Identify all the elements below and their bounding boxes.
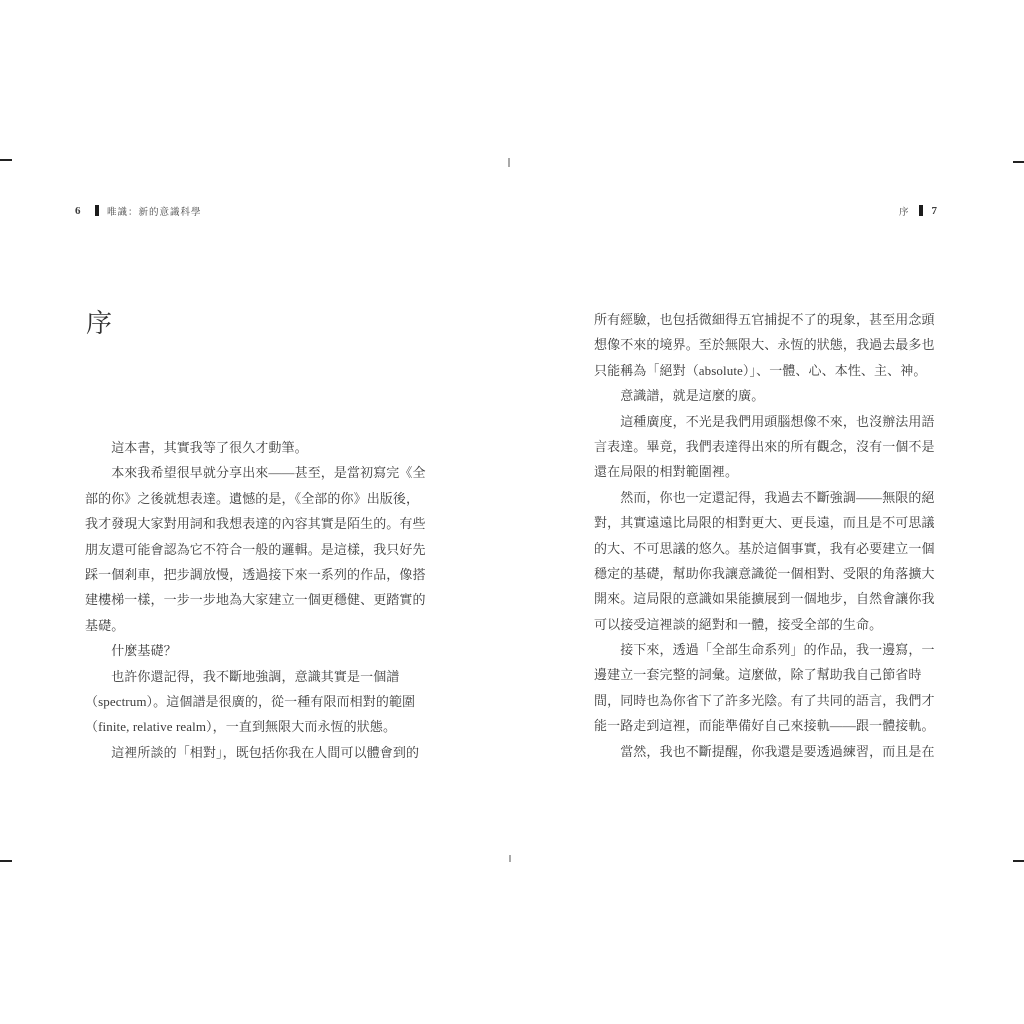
right-running-title: 序 [899, 207, 910, 218]
crop-mark-top-left [0, 159, 12, 161]
right-page-body [594, 307, 946, 764]
body-line: 想像不來的境界。至於無限大、永恆的狀態，我過去最多也 [594, 337, 935, 353]
body-line: 的大、不可思議的悠久。基於這個事實，我有必要建立一個 [594, 540, 935, 556]
body-line: 建樓梯一樣，一步一步地為大家建立一個更穩健、更踏實的 [85, 592, 426, 608]
body-line: 也許你還記得，我不斷地強調，意識其實是一個譜 [85, 668, 400, 684]
right-page-number: 7 [931, 204, 938, 217]
body-line: 踩一個剎車，把步調放慢，透過接下來一系列的作品，像搭 [85, 566, 426, 582]
body-line: 穩定的基礎，幫助你我讓意識從一個相對、受限的角落擴大 [594, 565, 935, 581]
body-line: 所有經驗，也包括微細得五官捕捉不了的現象，甚至用念頭 [594, 312, 935, 327]
body-line: 對，其實遠遠比局限的相對更大、更長遠，而且是不可思議 [594, 515, 935, 531]
body-line: 意識譜，就是這麼的廣。 [594, 388, 765, 404]
body-line: 朋友還可能會認為它不符合一般的邏輯。是這樣，我只好先 [85, 541, 426, 557]
body-line: 開來。這局限的意識如果能擴展到一個地步，自然會讓你我 [594, 591, 935, 607]
chapter-title: 序 [86, 309, 115, 338]
body-line: 本來我希望很早就分享出來——甚至，是當初寫完《全 [85, 465, 426, 481]
body-line: 還在局限的相對範圍裡。 [594, 464, 739, 480]
body-line: 這種廣度，不光是我們用頭腦想像不來，也沒辦法用語 [594, 413, 935, 429]
crop-mark-top-right [1013, 161, 1024, 163]
crop-mark-top-center [508, 158, 510, 167]
body-line: （spectrum）。這個譜是很廣的，從一種有限而相對的範圍 [85, 693, 416, 709]
body-line: 只能稱為「絕對（absolute）」、一體、心、本性、主、神。 [594, 362, 927, 378]
body-line: 接下來，透過「全部生命系列」的作品，我一邊寫，一 [594, 642, 935, 658]
body-line: 邊建立一套完整的詞彙。這麼做，除了幫助我自己節省時 [594, 667, 922, 683]
crop-mark-bottom-left [0, 860, 12, 862]
left-page-header [75, 203, 202, 218]
body-line: 我才發現大家對用詞和我想表達的內容其實是陌生的。有些 [85, 516, 426, 532]
body-line: 當然，我也不斷提醒，你我還是要透過練習，而且是在 [594, 743, 935, 759]
body-line: 這裡所談的「相對」，既包括你我在人間可以體會到的 [85, 744, 420, 760]
body-line: （finite, relative realm），一直到無限大而永恆的狀態。 [85, 719, 397, 735]
body-line: 能一路走到這裡，而能準備好自己來接軌——跟一體接軌。 [594, 718, 935, 734]
body-line: 間，同時也為你省下了許多光陰。有了共同的語言，我們才 [594, 692, 935, 708]
body-line: 這本書，其實我等了很久才動筆。 [85, 440, 308, 455]
body-line: 然而，你也一定還記得，我過去不斷強調——無限的絕 [594, 489, 935, 505]
crop-mark-bottom-right [1013, 860, 1024, 862]
body-line: 基礎。 [85, 617, 125, 633]
left-running-title: 唯識：新的意識科學 [107, 207, 202, 218]
body-line: 可以接受這裡談的絕對和一體，接受全部的生命。 [594, 616, 883, 632]
header-divider-bar [919, 205, 923, 216]
header-divider-bar [95, 205, 99, 216]
right-page-header [899, 203, 938, 218]
crop-mark-bottom-center [509, 855, 511, 862]
left-page-number: 6 [75, 204, 81, 217]
body-line: 言表達。畢竟，我們表達得出來的所有觀念，沒有一個不是 [594, 438, 935, 454]
left-page-body [85, 435, 437, 765]
body-line: 部的你》之後就想表達。遺憾的是，《全部的你》出版後， [85, 490, 420, 506]
body-line: 什麼基礎？ [85, 643, 177, 659]
